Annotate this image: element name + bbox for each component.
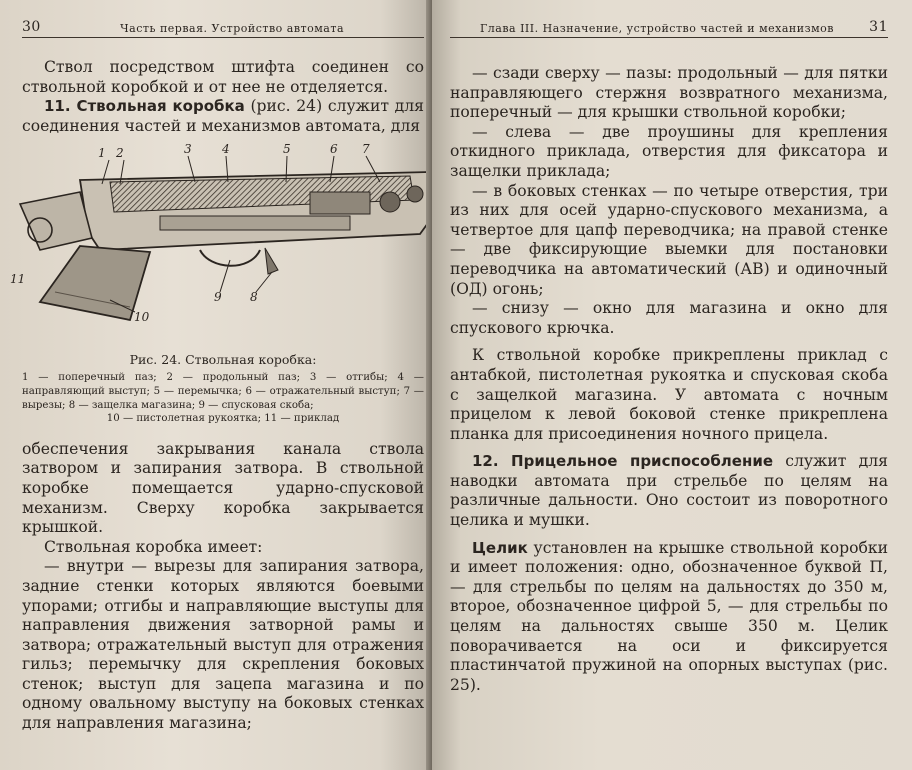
para-continuation: обеспечения закрывания канала ствола затвором и запирания затвора. В ствольной коробке помещается ударно-спусковой механизм. Сверху коробка закрывается крышкой. xyxy=(22,439,424,537)
right-running-head-text: Глава III. Назначение, устройство частей и механизмов xyxy=(480,22,834,35)
callout-6: 6 xyxy=(330,142,338,157)
figure-legend-line-1: 1 — поперечный паз; 2 — продольный паз; 3 — отгибы; 4 — направляющий выступ; 5 — перемычка; 6 — отражательный выступ; 7 — вырезы; 8 — защелка магазина; 9 — спусковая скоба; xyxy=(22,372,424,411)
figure-legend xyxy=(22,371,424,425)
callout-2: 2 xyxy=(116,146,124,161)
left-running-head xyxy=(22,0,424,38)
celik-paragraph xyxy=(450,539,888,696)
left-page-number: 30 xyxy=(22,19,41,35)
section-12-text: служит для наводки автомата при стрельбе по целям на различные дальности. Оно состоит из поворотного целика и мушки. xyxy=(450,452,888,530)
para-receiver-has: Ствольная коробка имеет: xyxy=(44,537,263,556)
para-barrel: Ствол посредством штифта соединен со ствольной коробкой и от нее не отделяется. xyxy=(22,58,424,96)
item-bottom: — снизу — окно для магазина и окно для спускового крючка. xyxy=(450,299,888,337)
section-11-paragraph xyxy=(22,97,424,136)
callout-4: 4 xyxy=(222,142,230,157)
item-sides: — в боковых стенках — по четыре отверстия, три из них для осей ударно-спускового механизма, а четвертое для цапф переводчика; на правой стенке — две фиксирующие выемки для постановки переводчика на автоматический (АВ) и одиночный (ОД) огонь; xyxy=(450,181,888,298)
figure-caption xyxy=(22,352,424,367)
receiver-drawing xyxy=(10,142,432,342)
left-running-head-text: Часть первая. Устройство автомата xyxy=(120,22,344,35)
celik-text: установлен на крышке ствольной коробки и имеет положения: одно, обозначенное буквой П, — для стрельбы по целям на дальностях до 350 м, второе, обозначенное цифрой 5, — для стрельбы по целям на дальностях свыше 350 м. Целик поворачивается на оси и фиксируется пластинчатой пружиной на опорных выступах (рис. 25). xyxy=(450,538,888,694)
left-page xyxy=(0,0,432,770)
para-inside: — внутри — вырезы для запирания затвора, задние стенки которых являются боевыми упорами; отгибы и направляющие выступы для направления движения затворной рамы и затвора; отражательный выступ для отражения гильз; перемычку для скрепления боковых стенок; выступ для зацепа магазина и по одному овальному выступу на боковых стенках для направления магазина; xyxy=(22,557,424,733)
figure-24 xyxy=(10,142,424,342)
callout-5: 5 xyxy=(283,142,291,157)
right-page xyxy=(432,0,912,770)
section-12-title: 12. Прицельное приспособление xyxy=(472,452,774,471)
section-11-text: (рис. 24) служит для соединения частей и механизмов автомата, для xyxy=(22,97,424,135)
figure-caption-prefix: Рис. 24 xyxy=(129,352,178,368)
figure-caption-text: . Ствольная коробка: xyxy=(177,352,317,368)
callout-9: 9 xyxy=(214,290,222,305)
item-left: — слева — две проушины для крепления откидного приклада, отверстия для фиксатора и защелки приклада; xyxy=(450,122,888,180)
callout-8: 8 xyxy=(250,290,258,305)
item-back: — сзади сверху — пазы: продольный — для пятки направляющего стержня возвратного механизма, поперечный — для крышки ствольной коробки; xyxy=(450,64,888,122)
callout-7: 7 xyxy=(362,142,370,157)
para-attached: К ствольной коробке прикреплены приклад с антабкой, пистолетная рукоятка и спусковая скоба с защелкой магазина. У автомата с ночным прицелом к левой боковой стенке прикреплена планка для присоединения ночного прицела. xyxy=(450,346,888,443)
callout-11: 11 xyxy=(10,272,26,287)
callout-3: 3 xyxy=(184,142,192,157)
right-running-head xyxy=(450,0,888,38)
section-11-title: 11. Ствольная коробка xyxy=(44,97,245,116)
right-page-number: 31 xyxy=(869,19,888,35)
celik-title: Целик xyxy=(472,538,528,557)
section-12-paragraph xyxy=(450,452,888,530)
callout-1: 1 xyxy=(98,146,106,161)
figure-legend-line-2: 10 — пистолетная рукоятка; 11 — приклад xyxy=(106,413,340,425)
callout-10: 10 xyxy=(134,310,150,325)
